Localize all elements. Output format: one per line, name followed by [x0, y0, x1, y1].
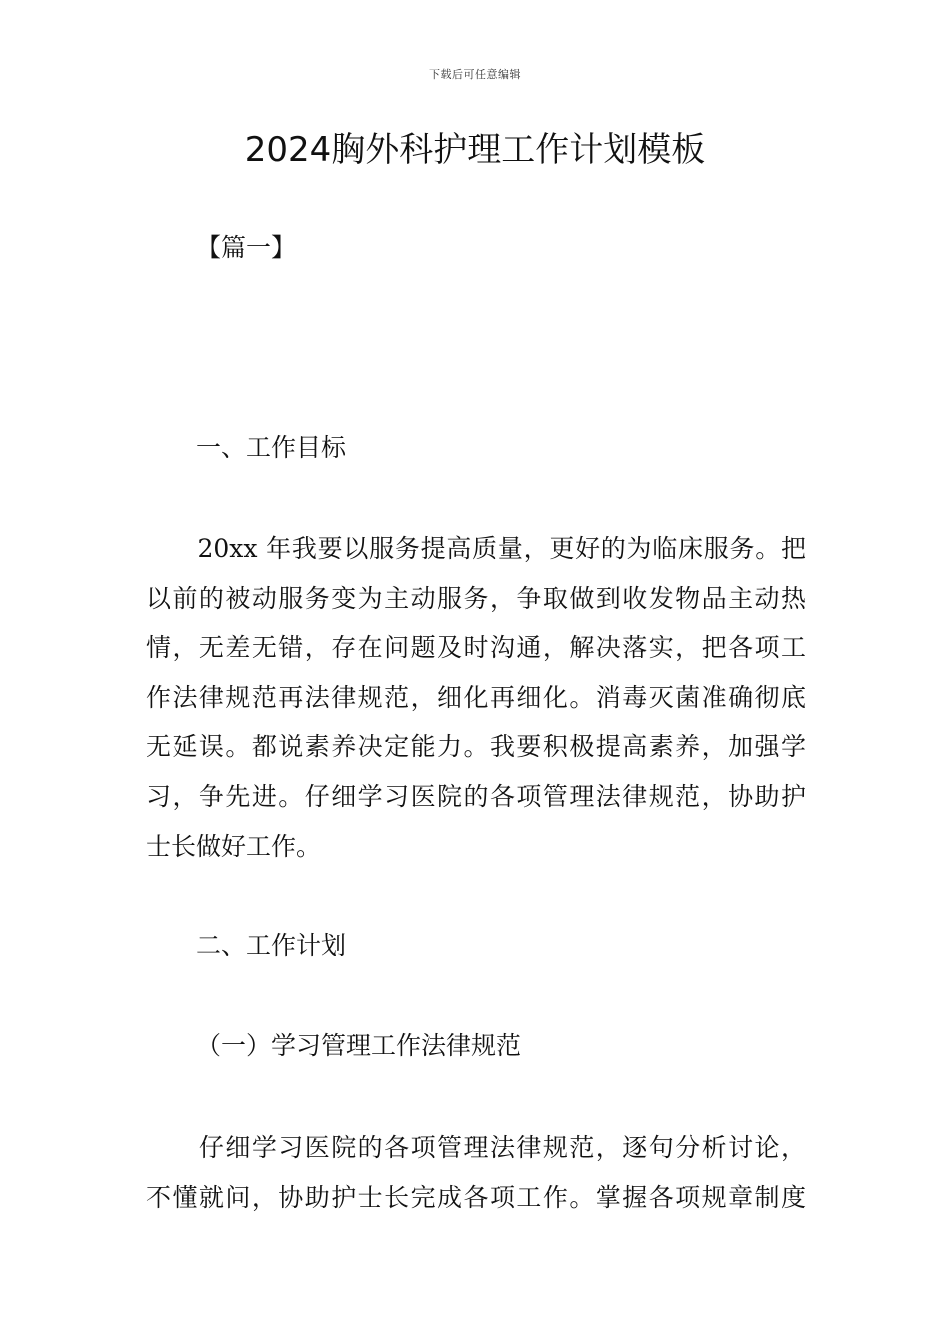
- heading-work-goal: 一、工作目标: [196, 433, 347, 462]
- paragraph-line: 士长做好工作。: [146, 831, 322, 861]
- paragraph-study-rules: [146, 1123, 806, 1222]
- paragraph-line: 以前的被动服务变为主动服务，争取做到收发物品主动热: [146, 583, 806, 613]
- paragraph-work-goal: [146, 524, 806, 871]
- paragraph-line: 无延误。都说素养决定能力。我要积极提高素养，加强学: [146, 732, 806, 762]
- paragraph-line: 情，无差无错，存在问题及时沟通，解决落实，把各项工: [146, 633, 806, 663]
- header-note: 下载后可任意编辑: [429, 68, 521, 81]
- paragraph-line: 作法律规范再法律规范，细化再细化。消毒灭菌准确彻底: [146, 682, 806, 712]
- paragraph-line: 仔细学习医院的各项管理法律规范，逐句分析讨论，: [146, 1133, 806, 1162]
- section-label: 【篇一】: [196, 233, 297, 262]
- paragraph-line: 20xx 年我要以服务提高质量，更好的为临床服务。把: [146, 534, 806, 563]
- paragraph-line: 不懂就问，协助护士长完成各项工作。掌握各项规章制度: [146, 1182, 806, 1212]
- document-title: 2024胸外科护理工作计划模板: [244, 130, 706, 170]
- subheading-study-rules: （一）学习管理工作法律规范: [196, 1031, 522, 1060]
- paragraph-line: 习，争先进。仔细学习医院的各项管理法律规范，协助护: [146, 781, 806, 811]
- heading-work-plan: 二、工作计划: [196, 931, 347, 960]
